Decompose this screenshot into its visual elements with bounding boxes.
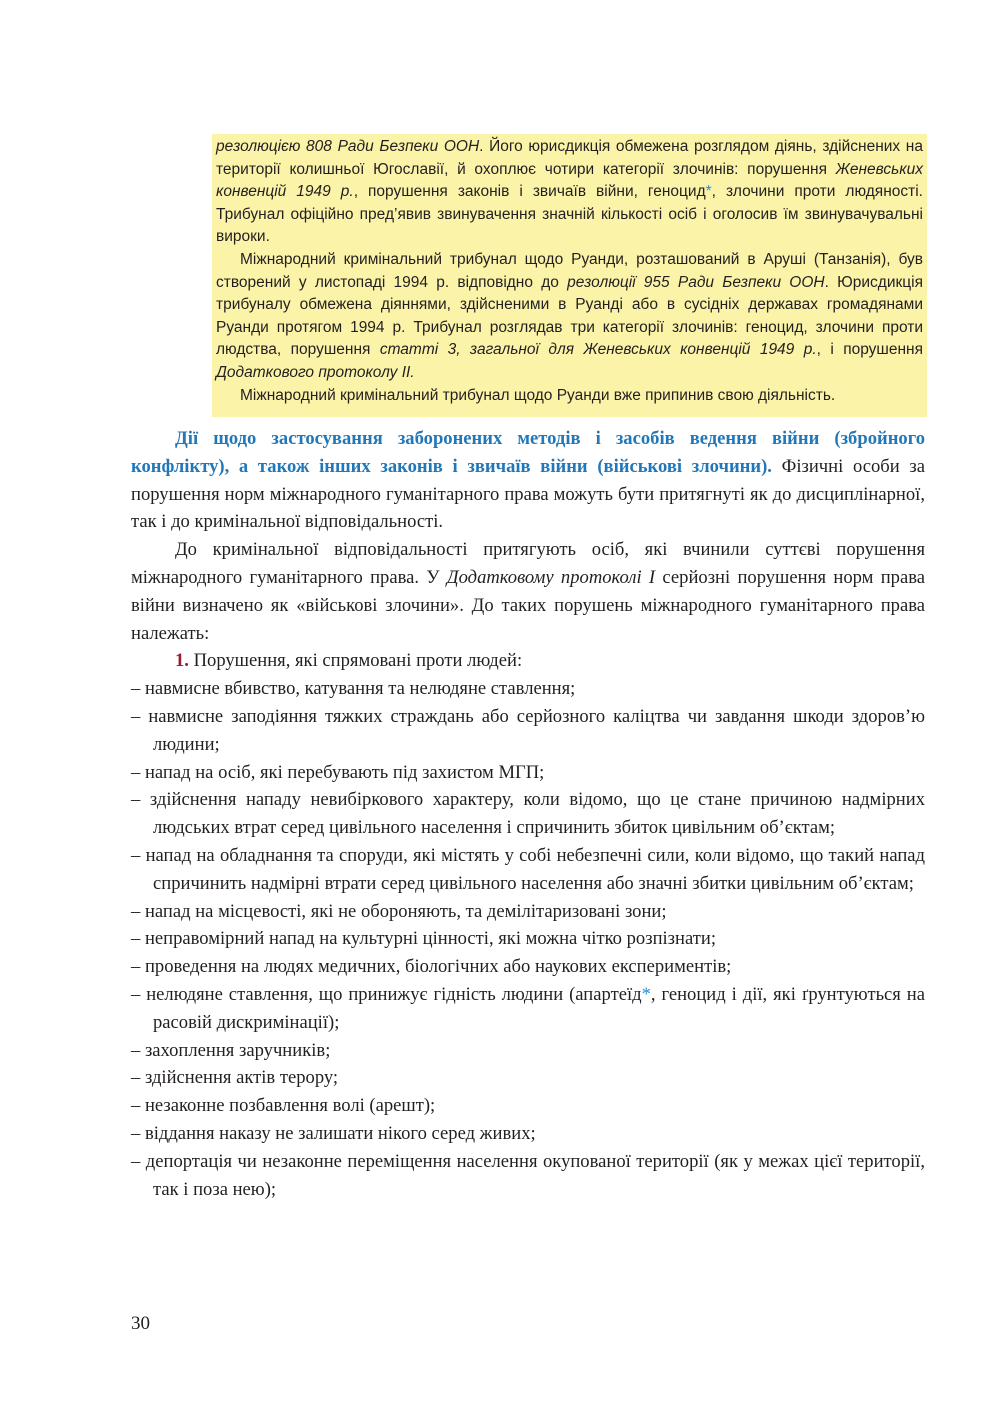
page-number: 30 (131, 1313, 150, 1334)
italic-ref: статті 3, загальної для Женевських конвенцій 1949 р. (379, 341, 817, 359)
text: Фізичні особи за порушення норм міжнародного гуманітарного права можуть бути притягнуті як до дисциплінарної, так і до кримінальної відповідальності. (131, 455, 925, 533)
text: , порушення законів і звичаїв війни, геноцид (353, 183, 706, 201)
italic-ref: резолюцією 808 Ради Безпеки ООН (216, 138, 480, 155)
list-item: – проведення на людях медичних, біологічних або наукових експериментів; (131, 956, 732, 978)
text: . Його юрисдикція обмежена розглядом діянь, здійснених на території колишньої Югославії, й охоплює чотири категорії злочинів: порушення (216, 138, 923, 178)
text: Міжнародний кримінальний трибунал щодо Руанди, розташований в Аруші (Танзанія), був створений у листопаді 1994 р. відповідно до (216, 250, 923, 291)
list-item: – напад на осіб, які перебувають під захистом МГП; (131, 761, 545, 783)
list-number: 1. (175, 650, 189, 672)
text: Порушення, які спрямовані проти людей: (188, 650, 523, 672)
glossary-asterisk: * (705, 183, 712, 201)
text: , злочини проти людяності. Трибунал офіційно пред’явив звинувачення значній кількості осіб і оголосив їм звинувачувальні вироки. (216, 183, 923, 246)
info-box (212, 134, 927, 417)
text: До кримінальної відповідальності притягують осіб, які вчинили суттєві порушення міжнародного гуманітарного права. У (131, 539, 925, 588)
list-item: – незаконне позбавлення волі (арешт); (131, 1095, 436, 1117)
italic-ref: Додатковому протоколі I (446, 566, 656, 588)
italic-ref: Додаткового протоколу II. (216, 363, 415, 381)
glossary-asterisk: * (641, 983, 651, 1005)
italic-ref: Женевських конвенцій 1949 р. (216, 160, 923, 201)
list-item: – здійснення актів терору; (131, 1067, 339, 1089)
list-item: – здійснення нападу невибіркового характеру, коли відомо, що це стане причиною надмірних людських втрат серед цивільного населення і спричинить збиток цивільним об’єктам; (131, 789, 925, 839)
list-item: – навмисне заподіяння тяжких страждань або серйозного каліцтва чи завдання шкоди здоров’ю людини; (131, 705, 925, 755)
violation-list (131, 675, 925, 1203)
paragraph-2 (131, 536, 925, 647)
list-item: – напад на місцевості, які не обороняють, та демілітаризовані зони; (131, 900, 667, 922)
text: . Юрисдикція трибуналу обмежена діяннями, здійсненими в Руанді або в сусідніх державах громадянами Руанди протягом 1994 р. Трибунал розглядав три категорії злочинів: геноцид, злочини проти людства, порушення (216, 273, 923, 359)
box-paragraph-2 (216, 249, 927, 385)
text: , геноцид і дії, які ґрунтуються на расовій дискримінації); (153, 983, 925, 1033)
box-paragraph-1 (216, 136, 927, 249)
text: серйозні порушення норм права війни визначено як «військові злочини». До таких порушень міжнародного гуманітарного права належать: (131, 566, 925, 644)
box-paragraph-3: Міжнародний кримінальний трибунал щодо Руанди вже припинив свою діяльність. (240, 386, 836, 404)
section-heading: Дії щодо застосування заборонених методів і засобів ведення війни (збройного конфлікту), а також інших законів і звичаїв війни (військові злочини). (131, 428, 925, 477)
list-item: – навмисне вбивство, катування та нелюдяне ставлення; (131, 678, 576, 700)
list-item: – депортація чи незаконне переміщення населення окупованої території (як у межах цієї території, так і поза нею); (131, 1150, 925, 1200)
list-item: – напад на обладнання та споруди, які містять у собі небезпечні сили, коли відомо, що такий напад спричинить надмірні втрати серед цивільного населення або значні збитки цивільним об’єктам; (131, 844, 925, 894)
list-item: – неправомірний напад на культурні цінності, які можна чітко розпізнати; (131, 928, 716, 950)
italic-ref: резолюції 955 Ради Безпеки ООН (567, 273, 825, 291)
text: – нелюдяне ставлення, що принижує гідність людини (апартеїд (131, 983, 642, 1005)
list-title (131, 647, 925, 675)
list-item (131, 981, 925, 1037)
text: , і порушення (816, 341, 923, 359)
paragraph-1 (131, 425, 925, 536)
list-item: – віддання наказу не залишати нікого серед живих; (131, 1122, 536, 1144)
main-text (131, 425, 925, 1203)
list-item: – захоплення заручників; (131, 1039, 331, 1061)
